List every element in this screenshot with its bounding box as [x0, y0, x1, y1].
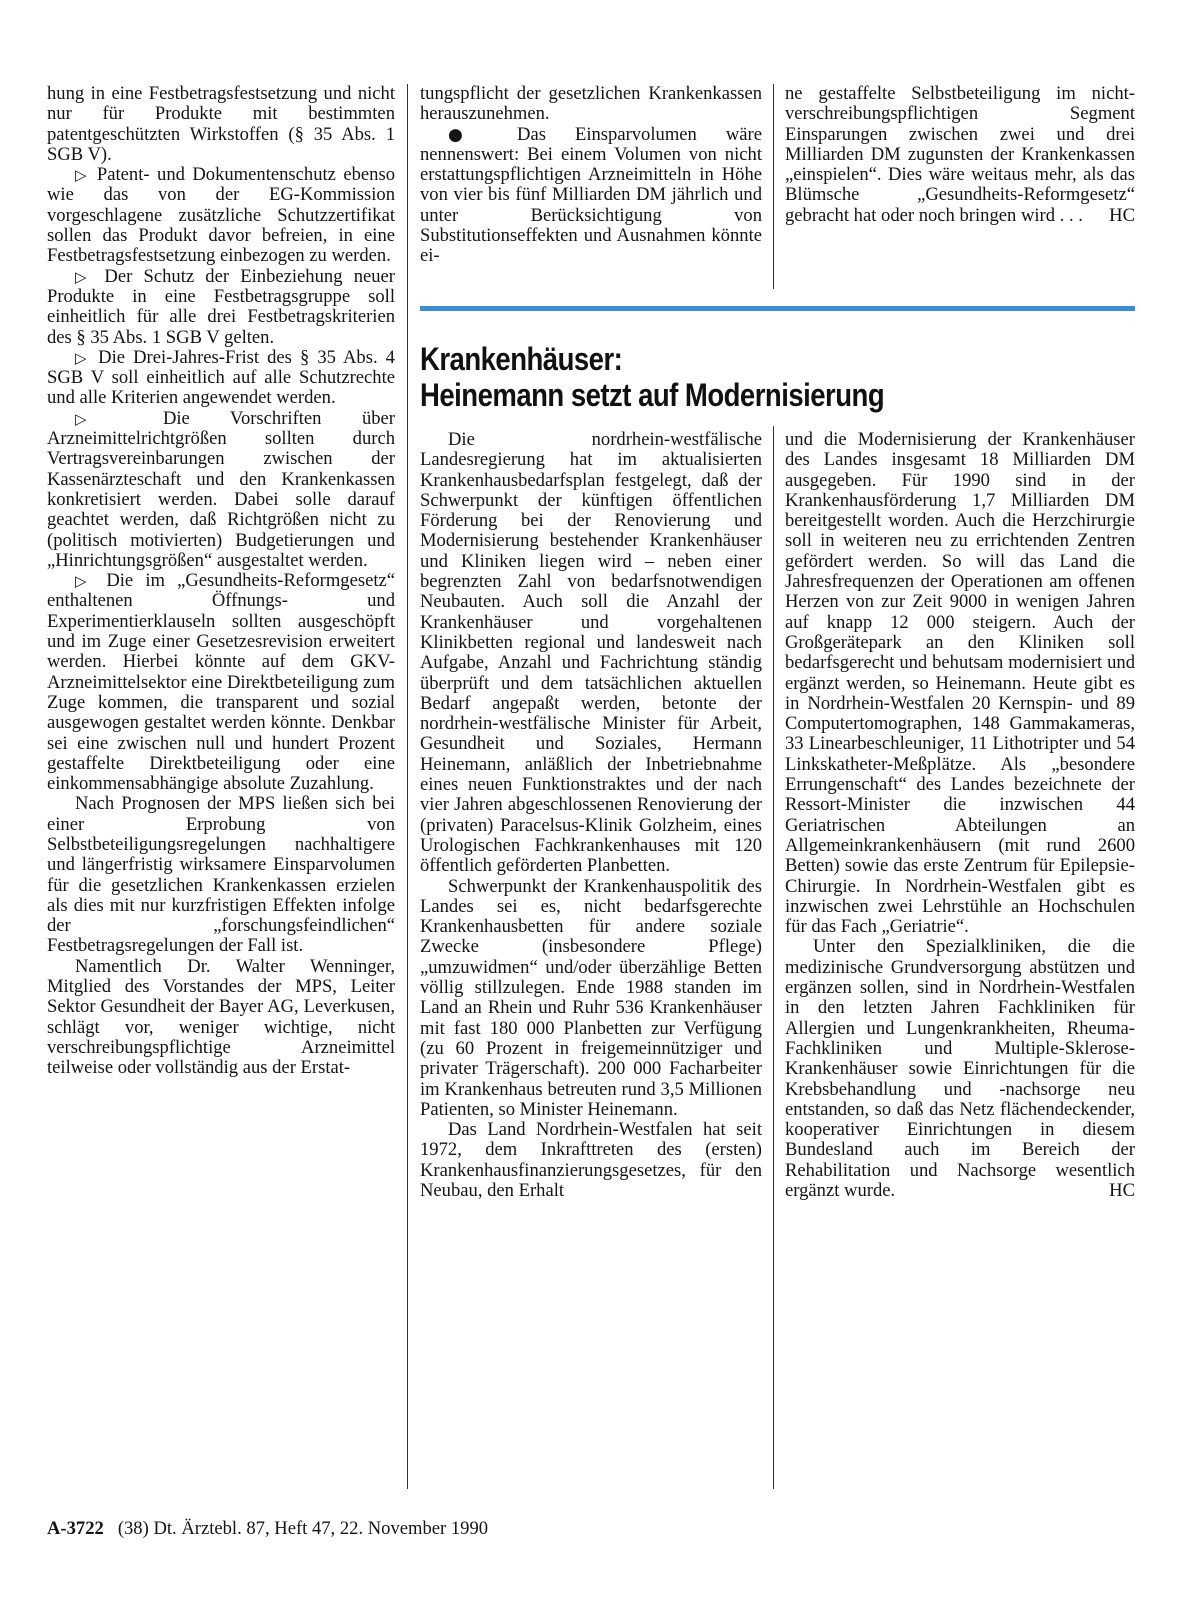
paragraph: und die Modernisierung der Krankenhäuser des Landes insgesamt 18 Milliarden DM ausgegeben. Für 1990 sind in der Krankenhausförderung 1,7 Milliarden DM bereitgestellt worden. Auch die Herzchirurgie soll in weiteren neu zu errichtenden Zentren gefördert werden. So will das Land die Jahresfrequenzen der Operationen am offenen Herzen von zur Zeit 9000 in wenigen Jahren auf knapp 12 000 steigern. Auch der Großgerätepark an den Kliniken soll bedarfsgerecht und behutsam modernisiert und ergänzt werden, so Heinemann. Heute gibt es in Nordrhein-Westfalen 20 Kernspin- und 89 Computertomographen, 148 Gammakameras, 33 Linearbeschleuniger, 11 Lithotripter und 54 Linkskatheter-Meßplätze. Als „besondere Errungenschaft“ des Landes bezeichnete der Ressort-Minister die inzwischen 44 Geriatrischen Abteilungen an Allgemeinkrankenhäusern (mit rund 2600 Betten) sowie das erste Zentrum für Epilepsie-Chirurgie. In Nordrhein-Westfalen gibt es inzwischen zwei Lehrstühle an Hochschulen für das Fach „Geriatrie“. — [785, 429, 1135, 938]
article-column-3 — [785, 84, 1135, 226]
paragraph: ▷ Der Schutz der Einbeziehung neuer Produkte in eine Festbetragsgruppe soll einheitlich für alle drei Festbetragskriterien des § 35 Abs. 1 SGB V gelten. — [47, 265, 395, 348]
journal-citation: (38) Dt. Ärztebl. 87, Heft 47, 22. November 1990 — [117, 1518, 489, 1539]
paragraph: ▷ Patent- und Dokumentenschutz ebenso wie das von der EG-Kommission vorgeschlagene zusätzliche Schutzzertifikat sollen das Produkt davor befreien, in eine Festbetragsfestsetzung einbezogen zu werden. — [47, 164, 395, 267]
triangle-bullet-icon: ▷ — [75, 409, 163, 428]
paragraph: Namentlich Dr. Walter Wenninger, Mitglied des Vorstandes der MPS, Leiter Sektor Gesundheit der Bayer AG, Leverkusen, schlägt vor, weniger wichtige, nicht verschreibungspflichtige Arzneimittel teilweise oder vollständig aus der Erstat- — [47, 955, 395, 1079]
round-bullet-icon: ● — [448, 124, 518, 145]
article-column-4 — [420, 430, 762, 1201]
triangle-bullet-icon: ▷ — [75, 348, 99, 367]
column-divider — [773, 426, 774, 1489]
article-headline — [420, 341, 1035, 413]
headline-line-2: Heinemann setzt auf Modernisierung — [420, 377, 885, 413]
author-signature: HC — [1109, 1179, 1135, 1201]
paragraph: ▷ Die Drei-Jahres-Frist des § 35 Abs. 4 SGB V soll einheitlich auf alle Schutzrechte und alle Kriterien angewendet werden. — [47, 346, 395, 409]
paragraph: Schwerpunkt der Krankenhauspolitik des Landes sei es, nicht bedarfsgerechte Krankenhausbetten für andere soziale Zwecke (insbesondere Pflege) „umzuwidmen“ und/oder überzählige Betten völlig stillzulegen. Ende 1988 standen im Land an Rhein und Ruhr 536 Krankenhäuser mit fast 180 000 Planbetten zur Verfügung (zu 60 Prozent in freigemeinnütziger und privater Trägerschaft). 200 000 Facharbeiter im Krankenhaus betreuten rund 3,5 Millionen Patienten, so Minister Heinemann. — [420, 875, 762, 1120]
author-signature: HC — [1109, 204, 1135, 226]
paragraph: Nach Prognosen der MPS ließen sich bei einer Erprobung von Selbstbeteiligungsregelungen nachhaltigere und längerfristig wirksamere Einsparvolumen für die gesetzlichen Krankenkassen erzielen als dies mit nur kurzfristigen Effekten infolge der „forschungsfeindlichen“ Festbetragsregelungen der Fall ist. — [47, 793, 395, 957]
triangle-bullet-icon: ▷ — [75, 166, 97, 185]
section-rule — [420, 306, 1135, 311]
paragraph: Unter den Spezialkliniken, die die medizinische Grundversorgung abstützen und ergänzen sollen, sind in Nordrhein-Westfalen in den letzten Jahren Fachkliniken für Allergien und Lungenkrankheiten, Rheuma-Fachkliniken und Multiple-Sklerose-Krankenhäuser sowie Einrichtungen für die Krebsbehandlung und -nachsorge neu entstanden, so daß das Netz flächendeckender, kooperativer Einrichtungen in diesem Bundesland auch im Bereich der Rehabilitation und Nachsorge wesentlich ergänzt wurde. HC — [785, 936, 1135, 1201]
article-column-2 — [420, 84, 762, 267]
paragraph: ▷ Die im „Gesundheits-Reformgesetz“ enthaltenen Öffnungs- und Experimentierklauseln sollten ausgeschöpft und im Zuge einer Gesetzesrevision erweitert werden. Hierbei könnte auf dem GKV-Arzneimittelsektor eine Direktbeteiligung zum Zuge kommen, die transparent und sozial ausgewogen gestaltet werden könnte. Denkbar sei eine zwischen null und hundert Prozent gestaffelte Direktbeteiligung oder eine einkommensabhängige absolute Zuzahlung. — [47, 570, 395, 795]
article-column-5 — [785, 430, 1135, 1201]
paragraph: ● Das Einsparvolumen wäre nennenswert: Bei einem Volumen von nicht erstattungspflichtigen Arzneimitteln in Höhe von vier bis fünf Milliarden DM jährlich und unter Berücksichtigung von Substitutionseffekten und Ausnahmen könnte ei- — [420, 123, 762, 267]
column-divider — [773, 84, 774, 289]
paragraph: hung in eine Festbetragsfestsetzung und nicht nur für Produkte mit bestimmten patentgeschützten Wirkstoffen (§ 35 Abs. 1 SGB V). — [47, 83, 395, 165]
paragraph: Die nordrhein-westfälische Landesregierung hat im aktualisierten Krankenhausbedarfsplan festgelegt, daß der Schwerpunkt der künftigen öffentlichen Förderung bei der Renovierung und Modernisierung bestehender Krankenhäuser und Kliniken liegen wird – neben einer begrenzten Zahl von bedarfsnotwendigen Neubauten. Auch soll die Anzahl der Krankenhäuser und vorgehaltenen Klinikbetten regional und landesweit nach Aufgabe, Anzahl und Fachrichtung ständig überprüft und dem tatsächlichen aktuellen Bedarf angepaßt werden, betonte der nordrhein-westfälische Minister für Arbeit, Gesundheit und Soziales, Hermann Heinemann, anläßlich der Inbetriebnahme eines neuen Funktionstraktes und der nach vier Jahren abgeschlossenen Renovierung der (privaten) Paracelsus-Klinik Golzheim, eines Urologischen Fachkrankenhauses mit 120 öffentlich geförderten Planbetten. — [420, 429, 762, 877]
page-footer — [47, 1518, 488, 1540]
triangle-bullet-icon: ▷ — [75, 572, 107, 591]
page-number: A-3722 — [47, 1518, 104, 1539]
paragraph: ▷ Die Vorschriften über Arzneimittelrichtgrößen sollten durch Vertragsvereinbarungen zwischen der Kassenärzteschaft und den Krankenkassen konkretisiert werden. Dabei solle darauf geachtet werden, daß Richtgrößen nicht zu (politisch motivierten) Budgetierungen und „Hinrichtungsgrößen“ ausgestaltet werden. — [47, 407, 395, 571]
paragraph: tungspflicht der gesetzlichen Krankenkassen herauszunehmen. — [420, 83, 762, 125]
paragraph: ne gestaffelte Selbstbeteiligung im nicht-verschreibungspflichtigen Segment Einsparungen zwischen zwei und drei Milliarden DM zugunsten der Krankenkassen „einspielen“. Dies wäre weitaus mehr, als das Blümsche „Gesundheits-Reformgesetz“ gebracht hat oder noch bringen wird . . . HC — [785, 83, 1135, 226]
column-divider — [407, 84, 408, 1489]
article-column-1 — [47, 84, 395, 1079]
headline-line-1: Krankenhäuser: — [420, 341, 623, 377]
triangle-bullet-icon: ▷ — [75, 267, 105, 286]
paragraph: Das Land Nordrhein-Westfalen hat seit 1972, dem Inkrafttreten des (ersten) Krankenhausfinanzierungsgesetzes, für den Neubau, den Erhalt — [420, 1119, 762, 1201]
